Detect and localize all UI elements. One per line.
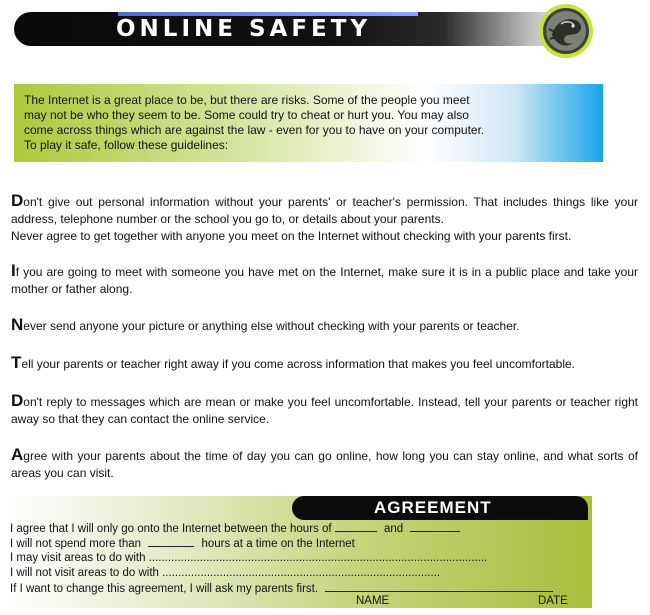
agreement-header <box>292 496 588 520</box>
guideline-text: on't give out personal information without your parents' or teacher's permission. That includes things like your address, telephone number or the school you go to, or details about your parents. <box>11 195 638 226</box>
guideline-text: ell your parents or teacher right away if you come across information that makes you feel uncomfortable. <box>21 357 575 371</box>
intro-text <box>24 93 544 153</box>
guideline-text: on't reply to messages which are mean or make you feel uncomfortable. Instead, tell your parents or teacher right away so that they can contact the online service. <box>11 395 638 426</box>
hours-to-field[interactable] <box>410 521 460 532</box>
agreement-may-visit-line[interactable]: I may visit areas to do with .......................................................................................................... <box>10 552 488 564</box>
dragon-emblem-icon <box>537 2 595 60</box>
guideline-dont-give-info <box>11 192 638 245</box>
agreement-hours-suffix: hours at a time on the Internet <box>201 538 355 550</box>
guideline-initial: D <box>11 391 24 410</box>
agreement-max-hours-line <box>10 536 355 551</box>
guideline-text: f you are going to meet with someone you have met on the Internet, make sure it is in a public place and take your mother or father along. <box>11 265 638 296</box>
agreement-hours-text: I agree that I will only go onto the Internet between the hours of <box>10 523 332 535</box>
intro-line: To play it safe, follow these guidelines: <box>24 138 229 152</box>
agreement-form <box>4 496 592 608</box>
agreement-change-text: If I want to change this agreement, I will ask my parents first. <box>10 583 319 595</box>
max-hours-field[interactable] <box>148 536 194 547</box>
guideline-text: gree with your parents about the time of day you can go online, how long you can stay online, and what sorts of areas you can visit. <box>11 449 638 480</box>
agreement-hours-line <box>10 521 460 536</box>
intro-line: may not be who they seem to be. Some could try to cheat or hurt you. You may also <box>24 108 469 122</box>
guideline-agree-time <box>11 446 638 482</box>
guideline-tell-parents <box>11 354 638 373</box>
guideline-text: ever send anyone your picture or anything else without checking with your parents or teacher. <box>23 319 520 333</box>
signature-field[interactable] <box>325 581 553 592</box>
guideline-initial: A <box>11 445 24 464</box>
agreement-change-line <box>10 581 553 596</box>
guideline-extra-text: Never agree to get together with anyone you meet on the Internet without checking with your parents first. <box>11 229 572 243</box>
agreement-not-visit-line[interactable]: I will not visit areas to do with ....................................................................................... <box>10 567 441 579</box>
guideline-never-send <box>11 316 638 335</box>
agreement-max-hours-text: I will not spend more than <box>10 538 142 550</box>
intro-line: The Internet is a great place to be, but there are risks. Some of the people you meet <box>24 93 470 107</box>
guideline-initial: D <box>11 191 24 210</box>
page-title: ONLINE SAFETY <box>116 16 372 42</box>
guideline-public-place <box>11 262 638 298</box>
intro-box <box>14 84 603 162</box>
agreement-and-text: and <box>383 523 404 535</box>
intro-line: come across things which are against the law - even for you to have on your computer. <box>24 123 485 137</box>
guideline-dont-reply <box>11 392 638 428</box>
agreement-title: AGREEMENT <box>374 498 492 517</box>
hours-from-field[interactable] <box>335 521 377 532</box>
date-label: DATE <box>538 595 568 607</box>
guideline-initial: I <box>11 261 16 280</box>
name-label: NAME <box>356 595 390 607</box>
guideline-initial: N <box>11 315 24 334</box>
guideline-initial: T <box>11 353 22 372</box>
